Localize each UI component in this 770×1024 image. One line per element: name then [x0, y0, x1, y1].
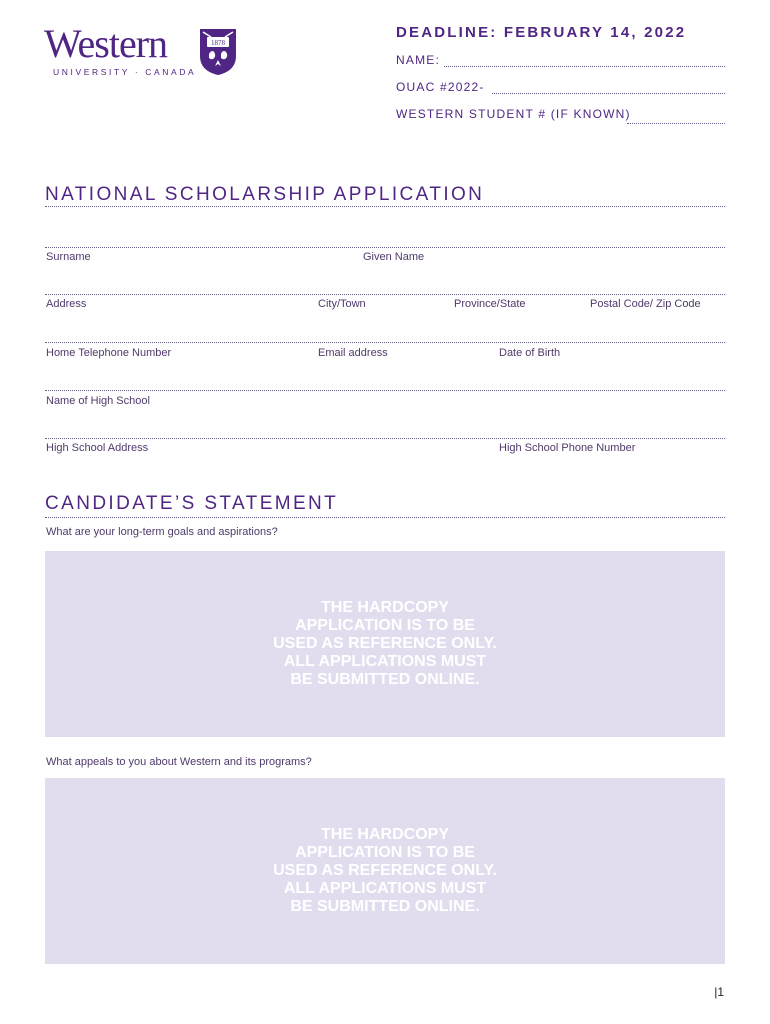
crest-year: 1878 [211, 39, 225, 47]
province-label: Province/State [454, 298, 526, 310]
date-of-birth-label: Date of Birth [499, 347, 561, 359]
ouac-field[interactable] [492, 93, 725, 94]
surname-label: Surname [46, 251, 91, 263]
title-divider [45, 206, 725, 207]
hs-address-label: High School Address [46, 442, 149, 454]
student-number-label: WESTERN STUDENT # (IF KNOWN) [396, 107, 631, 121]
university-canada-subtitle: UNIVERSITY · CANADA [53, 67, 197, 77]
hs-address-row-line[interactable] [45, 438, 725, 439]
application-title: NATIONAL SCHOLARSHIP APPLICATION [45, 184, 485, 205]
statement-divider [45, 517, 725, 518]
western-wordmark: Western [44, 21, 168, 66]
reference-notice: THE HARDCOPY APPLICATION IS TO BE USED AS REFERENCE ONLY. ALL APPLICATIONS MUST BE SUBMITTED ONLINE. [273, 826, 497, 915]
student-number-field[interactable] [627, 123, 725, 124]
city-label: City/Town [318, 298, 366, 310]
high-school-label: Name of High School [46, 395, 150, 407]
hs-phone-label: High School Phone Number [499, 442, 636, 454]
postal-code-label: Postal Code/ Zip Code [590, 298, 701, 310]
western-crest-icon [199, 28, 237, 76]
name-row-line[interactable] [45, 247, 725, 248]
statement-title: CANDIDATE’S STATEMENT [45, 493, 339, 514]
goals-answer-box[interactable] [45, 551, 725, 737]
high-school-row-line[interactable] [45, 390, 725, 391]
home-phone-label: Home Telephone Number [46, 347, 172, 359]
reference-notice: THE HARDCOPY APPLICATION IS TO BE USED AS REFERENCE ONLY. ALL APPLICATIONS MUST BE SUBMITTED ONLINE. [273, 599, 497, 688]
email-label: Email address [318, 347, 388, 359]
question-western: What appeals to you about Western and its programs? [46, 756, 312, 768]
name-label: NAME: [396, 53, 441, 67]
deadline-heading: DEADLINE: FEBRUARY 14, 2022 [396, 24, 687, 41]
address-row-line[interactable] [45, 294, 725, 295]
ouac-label: OUAC #2022- [396, 80, 485, 94]
question-goals: What are your long-term goals and aspirations? [46, 526, 278, 538]
page-number: |1 [714, 985, 724, 999]
contact-row-line[interactable] [45, 342, 725, 343]
name-field[interactable] [444, 66, 725, 67]
given-name-label: Given Name [363, 251, 425, 263]
ouac-prefix: 2022- [447, 80, 485, 94]
western-answer-box[interactable] [45, 778, 725, 964]
address-label: Address [46, 298, 87, 310]
